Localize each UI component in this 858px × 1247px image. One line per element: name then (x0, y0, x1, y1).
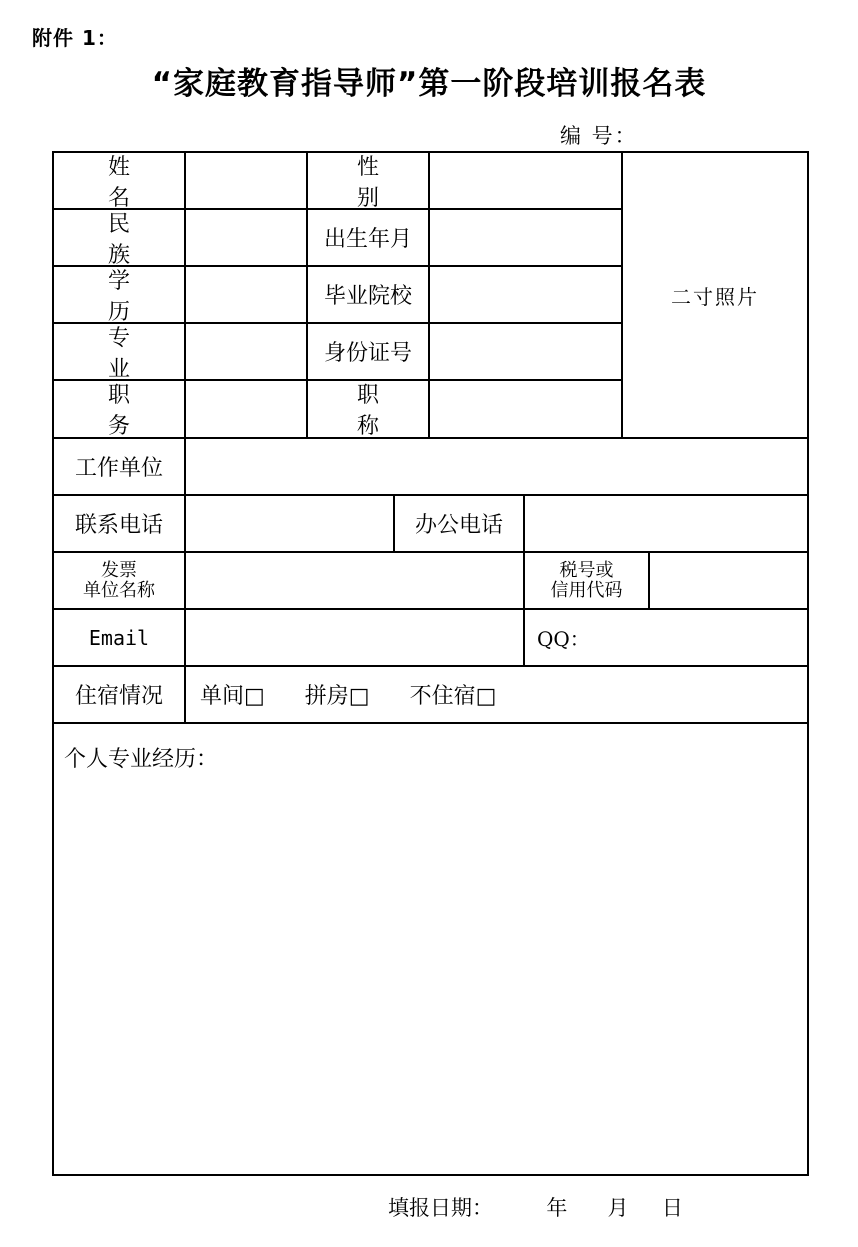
qq-field[interactable]: QQ： (525, 610, 807, 667)
contact-phone-label: 联系电话 (54, 496, 186, 553)
office-phone-field[interactable] (525, 496, 807, 553)
ethnicity-field[interactable] (186, 210, 308, 267)
graduate-school-label: 毕业院校 (308, 267, 430, 324)
no-accommodation-option[interactable]: 不住宿□ (409, 684, 497, 709)
position-label: 职 务 (54, 381, 186, 439)
attachment-label: 附件 1： (32, 26, 118, 50)
tax-code-label: 税号或 信用代码 (525, 553, 650, 610)
tax-code-field[interactable] (650, 553, 807, 610)
shared-room-option[interactable]: 拼房□ (304, 684, 370, 709)
serial-number-label: 编 号： (560, 124, 638, 148)
position-field[interactable] (186, 381, 308, 439)
contact-phone-field[interactable] (186, 496, 395, 553)
work-unit-field[interactable] (186, 439, 807, 496)
accommodation-label: 住宿情况 (54, 667, 186, 724)
id-number-field[interactable] (430, 324, 623, 381)
form-title: “家庭教育指导师”第一阶段培训报名表 (151, 66, 707, 102)
name-label: 姓 名 (54, 153, 186, 210)
photo-box[interactable]: 二寸照片 (623, 153, 807, 439)
experience-label: 个人专业经历： (64, 747, 219, 772)
title-field[interactable] (430, 381, 623, 439)
major-field[interactable] (186, 324, 308, 381)
id-number-label: 身份证号 (308, 324, 430, 381)
office-phone-label: 办公电话 (395, 496, 525, 553)
major-label: 专 业 (54, 324, 186, 381)
title-label: 职 称 (308, 381, 430, 439)
gender-label: 性 别 (308, 153, 430, 210)
registration-form (52, 151, 809, 1176)
email-label: Email (54, 610, 186, 667)
education-field[interactable] (186, 267, 308, 324)
single-room-option[interactable]: 单间□ (200, 684, 265, 709)
work-unit-label: 工作单位 (54, 439, 186, 496)
name-field[interactable] (186, 153, 308, 210)
birth-date-label: 出生年月 (308, 210, 430, 267)
email-field[interactable] (186, 610, 525, 667)
fill-date: 填报日期： 年 月 日 (388, 1196, 683, 1220)
birth-date-field[interactable] (430, 210, 623, 267)
graduate-school-field[interactable] (430, 267, 623, 324)
experience-field[interactable] (54, 724, 807, 1174)
accommodation-options (186, 667, 807, 724)
education-label: 学 历 (54, 267, 186, 324)
ethnicity-label: 民 族 (54, 210, 186, 267)
invoice-unit-field[interactable] (186, 553, 525, 610)
invoice-unit-label: 发票 单位名称 (54, 553, 186, 610)
gender-field[interactable] (430, 153, 623, 210)
